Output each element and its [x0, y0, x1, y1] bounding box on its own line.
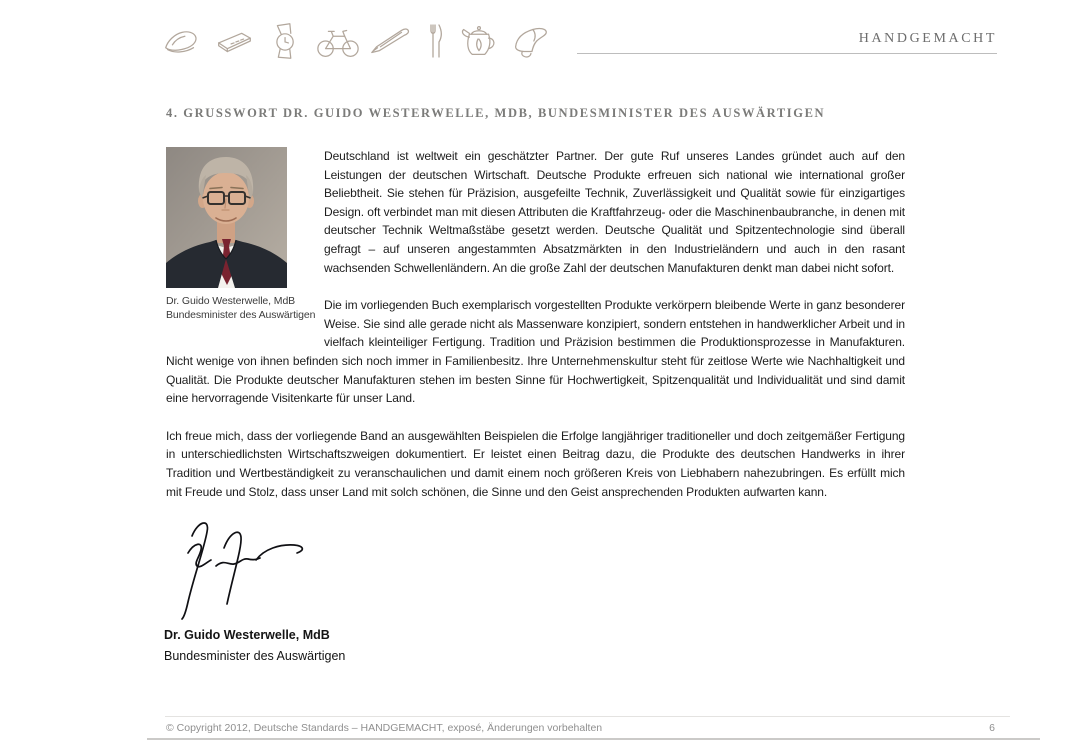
body-content: [166, 147, 905, 520]
header-rule: [577, 29, 997, 54]
paragraph-3: Ich freue mich, dass der vorliegende Band an ausgewählten Beispielen die Erfolge langjähriger traditioneller und doch zeitgemäßer Fertigung in unterschiedlichsten Wirtschaftszweigen dokumentiert. Er leistet einen Beitrag dazu, die Produkte des deutschen Handwerks in ihrer Tradition und Wertbeständigkeit zu veranschaulichen und damit einem noch größeren Kreis von Liebhabern nahezubringen. Es erfüllt mich mit Freude und Stolz, dass unser Land mit solch schönen, die Sinne und den Geist ansprechenden Produkten aufwarten kann.: [166, 428, 905, 499]
section-heading: 4. GRUSSWORT DR. GUIDO WESTERWELLE, MDB, BUNDESMINISTER DES AUSWÄRTIGEN: [166, 106, 826, 120]
paragraph-2: Die im vorliegenden Buch exemplarisch vorgestellten Produkte verkörpern bleibende Werte in ganz besonderer Weise. Sie sind alle gerade nicht als Massenware konzipiert, sondern entstehen in handwerklicher Arbeit und in vielfach kleinteiliger Fertigung. Tradition und Präzision bestimmen die Produktionsprozesse in Manufakturen. Nicht wenige von ihnen befinden sich noch immer in Familienbesitz. Ihre Unternehmenskultur steht für zeitlose Werte wie Nachhaltigkeit und Qualität. Die Produkte deutscher Manufakturen stehen im besten Sinne für Hochwertigkeit, Spitzenqualität und Individualität und sind damit eine hervorragende Visitenkarte für unser Land.: [166, 298, 905, 406]
photo-caption: [166, 295, 324, 322]
fountain-pen-icon: [367, 21, 413, 61]
header-icons-row: [159, 21, 553, 61]
signature-block: [164, 516, 345, 663]
portrait-block: [166, 147, 324, 342]
photo-caption-title: Bundesminister des Auswärtigen: [166, 308, 316, 321]
footer-copyright: © Copyright 2012, Deutsche Standards – HANDGEMACHT, exposé, Änderungen vorbehalten: [166, 722, 603, 734]
signature-image: [164, 516, 324, 622]
signature-title: Bundesminister des Auswärtigen: [164, 649, 346, 663]
paragraph-1: Deutschland ist weltweit ein geschätzter Partner. Der gute Ruf unseres Landes gründet auch auf den Leistungen der deutschen Wirtschaft. Deutsche Produkte erfreuen sich national wie international großer Beliebtheit. Sie stehen für Präzision, ausgefeilte Technik, Zuverlässigkeit und Qualität sowie für einzigartiges Design. oft verbindet man mit diesen Attributen die Kraftfahrzeug- oder die Maschinenbaubranche, in denen mit deutscher Technik Weltmaßstäbe gesetzt werden. Deutsche Qualität und Spitzentechnologie sind überall gefragt – auf unseren angestammten Absatzmärkten in den Industrieländern und auch in den rasant wachsenden Schwellenländern. An die große Zahl der deutschen Manufakturen denkt man dabei nicht sofort.: [324, 149, 905, 275]
footer-page-number: 6: [989, 722, 995, 734]
footer-rule-bottom: [147, 738, 1040, 740]
photo-caption-name: Dr. Guido Westerwelle, MdB: [166, 295, 296, 307]
harmonica-icon: [211, 21, 257, 61]
portrait-photo: [166, 147, 287, 288]
coffee-pot-icon: [455, 21, 501, 61]
bicycle-icon: [315, 21, 361, 61]
brand-title: HANDGEMACHT: [858, 31, 997, 46]
wristwatch-icon: [263, 21, 309, 61]
signature-name: Dr. Guido Westerwelle, MdB: [164, 628, 330, 642]
footer-rule-top: [165, 716, 1010, 717]
shoe-icon: [159, 21, 205, 61]
cutlery-icon: [419, 21, 449, 61]
saddle-icon: [507, 21, 553, 61]
